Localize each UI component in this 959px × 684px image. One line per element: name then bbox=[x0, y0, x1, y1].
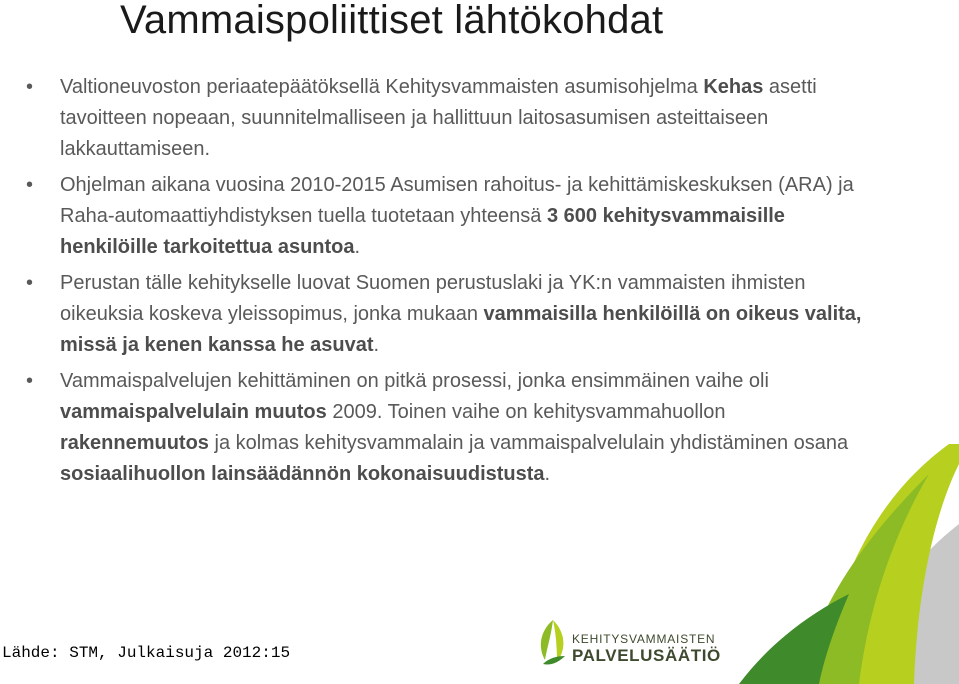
bullet-item bbox=[22, 170, 862, 263]
bullet-text-segment: asetti tavoitteen nopeaan, suunnitelmalliseen ja hallittuun laitosasumisen asteittaiseen lakkauttamiseen. bbox=[60, 76, 817, 160]
bullet-text-bold: Kehas bbox=[703, 76, 764, 98]
bullet-text-segment: Valtioneuvoston periaatepäätöksellä Kehitysvammaisten asumisohjelma bbox=[60, 76, 704, 98]
bullet-dot: • bbox=[26, 272, 34, 294]
slide-title: Vammaispoliittiset lähtökohdat bbox=[120, 0, 664, 42]
bullet-dot: • bbox=[26, 76, 34, 98]
bullet-text-bold: sosiaalihuollon lainsäädännön kokonaisuudistusta bbox=[60, 463, 545, 485]
bullet-list bbox=[22, 72, 862, 495]
leaf-logo-icon bbox=[537, 618, 567, 668]
bullet-text-segment: . bbox=[373, 334, 380, 356]
bullet-dot: • bbox=[26, 174, 34, 196]
bullet-text-segment: Vammaispalvelujen kehittäminen on pitkä prosessi, jonka ensimmäinen vaihe oli bbox=[60, 370, 769, 392]
logo-text-line1: KEHITYSVAMMAISTEN bbox=[572, 632, 716, 646]
bullet-text-bold: 3 600 kehitysvammaisille henkilöille tarkoitettua asuntoa bbox=[60, 205, 785, 258]
bullet-item bbox=[22, 72, 862, 165]
decorative-leaf-shapes bbox=[699, 444, 959, 684]
bullet-text-segment: ja kolmas kehitysvammalain ja vammaispalvelulain yhdistäminen osana bbox=[208, 432, 849, 454]
bullet-text-bold: vammaispalvelulain muutos bbox=[60, 401, 327, 423]
bullet-text-bold: vammaisilla henkilöillä on oikeus valita, missä ja kenen kanssa he asuvat bbox=[60, 303, 862, 356]
source-citation: Lähde: STM, Julkaisuja 2012:15 bbox=[2, 644, 291, 662]
bullet-text-segment: . bbox=[544, 463, 551, 485]
logo-text-line2: PALVELUSÄÄTIÖ bbox=[572, 646, 721, 665]
bullet-item bbox=[22, 268, 862, 361]
bullet-text-segment: . bbox=[354, 236, 361, 258]
bullet-text-segment: 2009. Toinen vaihe on kehitysvammahuollon bbox=[326, 401, 726, 423]
bullet-text-bold: rakennemuutos bbox=[60, 432, 209, 454]
bullet-dot: • bbox=[26, 370, 34, 392]
foundation-logo bbox=[537, 618, 721, 670]
bullet-text-segment: Perustan tälle kehitykselle luovat Suomen perustuslaki ja YK:n vammaisten ihmisten oikeuksia koskeva yleissopimus, jonka mukaan bbox=[60, 272, 806, 325]
bullet-text-segment: Ohjelman aikana vuosina 2010-2015 Asumisen rahoitus- ja kehittämiskeskuksen (ARA) ja Raha-automaattiyhdistyksen tuella tuotetaan yhteensä bbox=[60, 174, 854, 227]
